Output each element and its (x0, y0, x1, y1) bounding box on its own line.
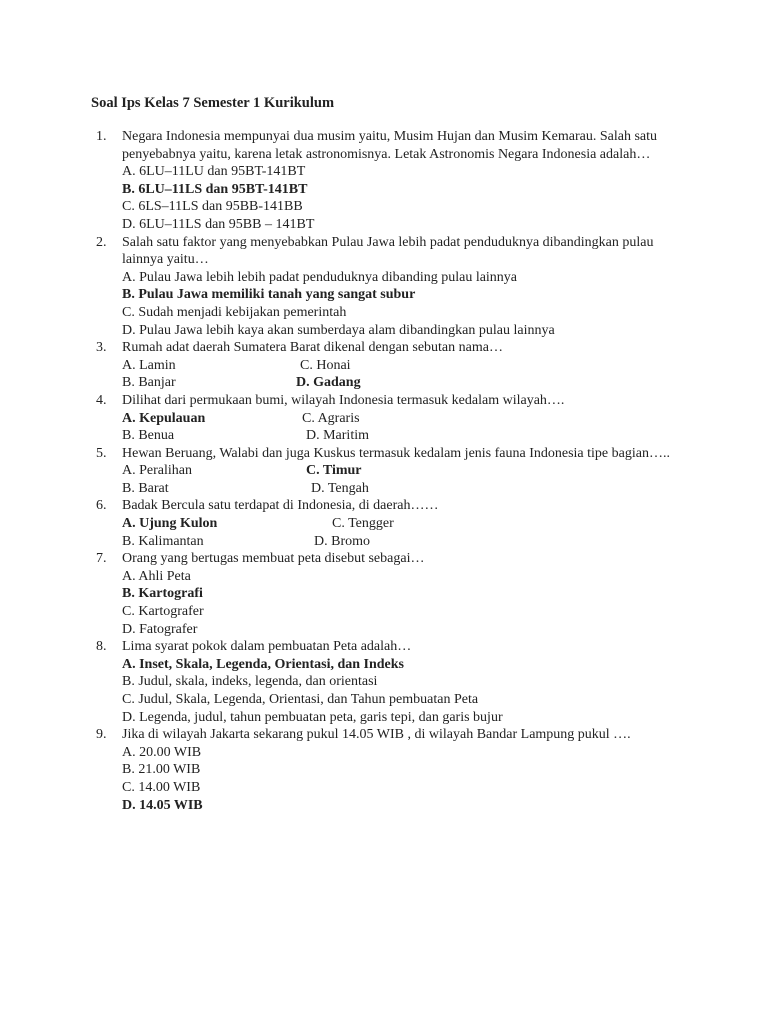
option-d-answer: D. Gadang (296, 375, 361, 391)
option-a-answer: A. Kepulauan (122, 410, 206, 426)
question-6 (96, 497, 676, 550)
option-a: A. Peralihan (122, 463, 192, 479)
question-text: Rumah adat daerah Sumatera Barat dikenal dengan sebutan nama… (122, 340, 503, 356)
option-b: B. Judul, skala, indeks, legenda, dan orientasi (122, 674, 378, 690)
option-d: D. Maritim (306, 428, 369, 444)
question-8 (96, 638, 676, 726)
question-number: 5. (96, 445, 107, 461)
question-number: 1. (96, 129, 107, 144)
option-row (122, 515, 676, 533)
question-9 (96, 726, 676, 814)
option-a: A. Ahli Peta (122, 568, 191, 584)
question-2 (96, 234, 676, 340)
question-text: Hewan Beruang, Walabi dan juga Kuskus termasuk kedalam jenis fauna Indonesia tipe bagian….. (122, 445, 670, 461)
option-d: D. Tengah (311, 480, 369, 496)
option-c: C. Honai (300, 357, 351, 373)
option-c: C. 14.00 WIB (122, 779, 201, 795)
option-d: D. Bromo (314, 533, 370, 549)
question-text: Badak Bercula satu terdapat di Indonesia, di daerah…… (122, 498, 439, 514)
question-text: Jika di wilayah Jakarta sekarang pukul 14.05 WIB , di wilayah Bandar Lampung pukul …. (122, 727, 631, 743)
option-d: D. 6LU–11LS dan 95BB – 141BT (122, 216, 315, 232)
question-number: 4. (96, 392, 107, 408)
option-a-answer: A. Ujung Kulon (122, 516, 218, 532)
question-1 (96, 128, 676, 234)
question-4 (96, 392, 676, 445)
option-b: B. Benua (122, 428, 175, 444)
question-number: 2. (96, 234, 107, 250)
question-3 (96, 339, 676, 392)
option-row (122, 533, 676, 551)
option-row (122, 462, 676, 480)
option-row (122, 427, 676, 445)
option-d: D. Legenda, judul, tahun pembuatan peta, garis tepi, dan garis bujur (122, 709, 503, 725)
question-7 (96, 550, 676, 638)
option-d-answer: D. 14.05 WIB (122, 797, 203, 813)
option-c: C. Kartografer (122, 604, 204, 620)
option-a: A. 20.00 WIB (122, 744, 202, 760)
option-c-answer: C. Timur (306, 463, 362, 479)
question-text: Negara Indonesia mempunyai dua musim yaitu, Musim Hujan dan Musim Kemarau. Salah satu penyebabnya yaitu, karena letak astronomisnya. Letak Astronomis Negara Indonesia adalah… (122, 129, 658, 162)
option-c: C. Agraris (302, 410, 360, 426)
question-number: 7. (96, 551, 107, 567)
question-text: Lima syarat pokok dalam pembuatan Peta adalah… (122, 639, 412, 655)
question-text: Dilihat dari permukaan bumi, wilayah Indonesia termasuk kedalam wilayah…. (122, 392, 565, 408)
option-b: B. Barat (122, 480, 169, 496)
option-row (122, 374, 676, 392)
option-c: C. 6LS–11LS dan 95BB-141BB (122, 199, 303, 215)
option-b: B. Kalimantan (122, 533, 204, 549)
question-number: 9. (96, 727, 107, 743)
question-number: 3. (96, 340, 107, 356)
page-title: Soal Ips Kelas 7 Semester 1 Kurikulum (91, 95, 335, 111)
option-b-answer: B. 6LU–11LS dan 95BT-141BT (122, 181, 308, 197)
option-c: C. Tengger (332, 516, 394, 532)
option-a: A. Pulau Jawa lebih lebih padat penduduknya dibanding pulau lainnya (122, 269, 518, 285)
option-d: D. Pulau Jawa lebih kaya akan sumberdaya alam dibandingkan pulau lainnya (122, 322, 555, 338)
question-text: Salah satu faktor yang menyebabkan Pulau Jawa lebih padat penduduknya dibandingkan pulau lainnya yaitu… (122, 234, 654, 268)
option-c: C. Judul, Skala, Legenda, Orientasi, dan Tahun pembuatan Peta (122, 692, 479, 707)
option-b-answer: B. Kartografi (122, 586, 203, 602)
option-row (122, 480, 676, 498)
option-b-answer: B. Pulau Jawa memiliki tanah yang sangat subur (122, 287, 416, 303)
question-5 (96, 445, 676, 498)
option-d: D. Fatografer (122, 621, 198, 637)
option-c: C. Sudah menjadi kebijakan pemerintah (122, 304, 347, 320)
question-list (96, 128, 676, 814)
question-number: 8. (96, 639, 107, 655)
option-b: B. Banjar (122, 375, 176, 391)
option-b: B. 21.00 WIB (122, 762, 201, 778)
option-a: A. 6LU–11LU dan 95BT-141BT (122, 164, 306, 180)
option-a: A. Lamin (122, 357, 176, 373)
option-row (122, 410, 676, 428)
option-row (122, 357, 676, 375)
question-number: 6. (96, 498, 107, 514)
option-a-answer: A. Inset, Skala, Legenda, Orientasi, dan Indeks (122, 656, 405, 672)
question-text: Orang yang bertugas membuat peta disebut sebagai… (122, 551, 425, 567)
